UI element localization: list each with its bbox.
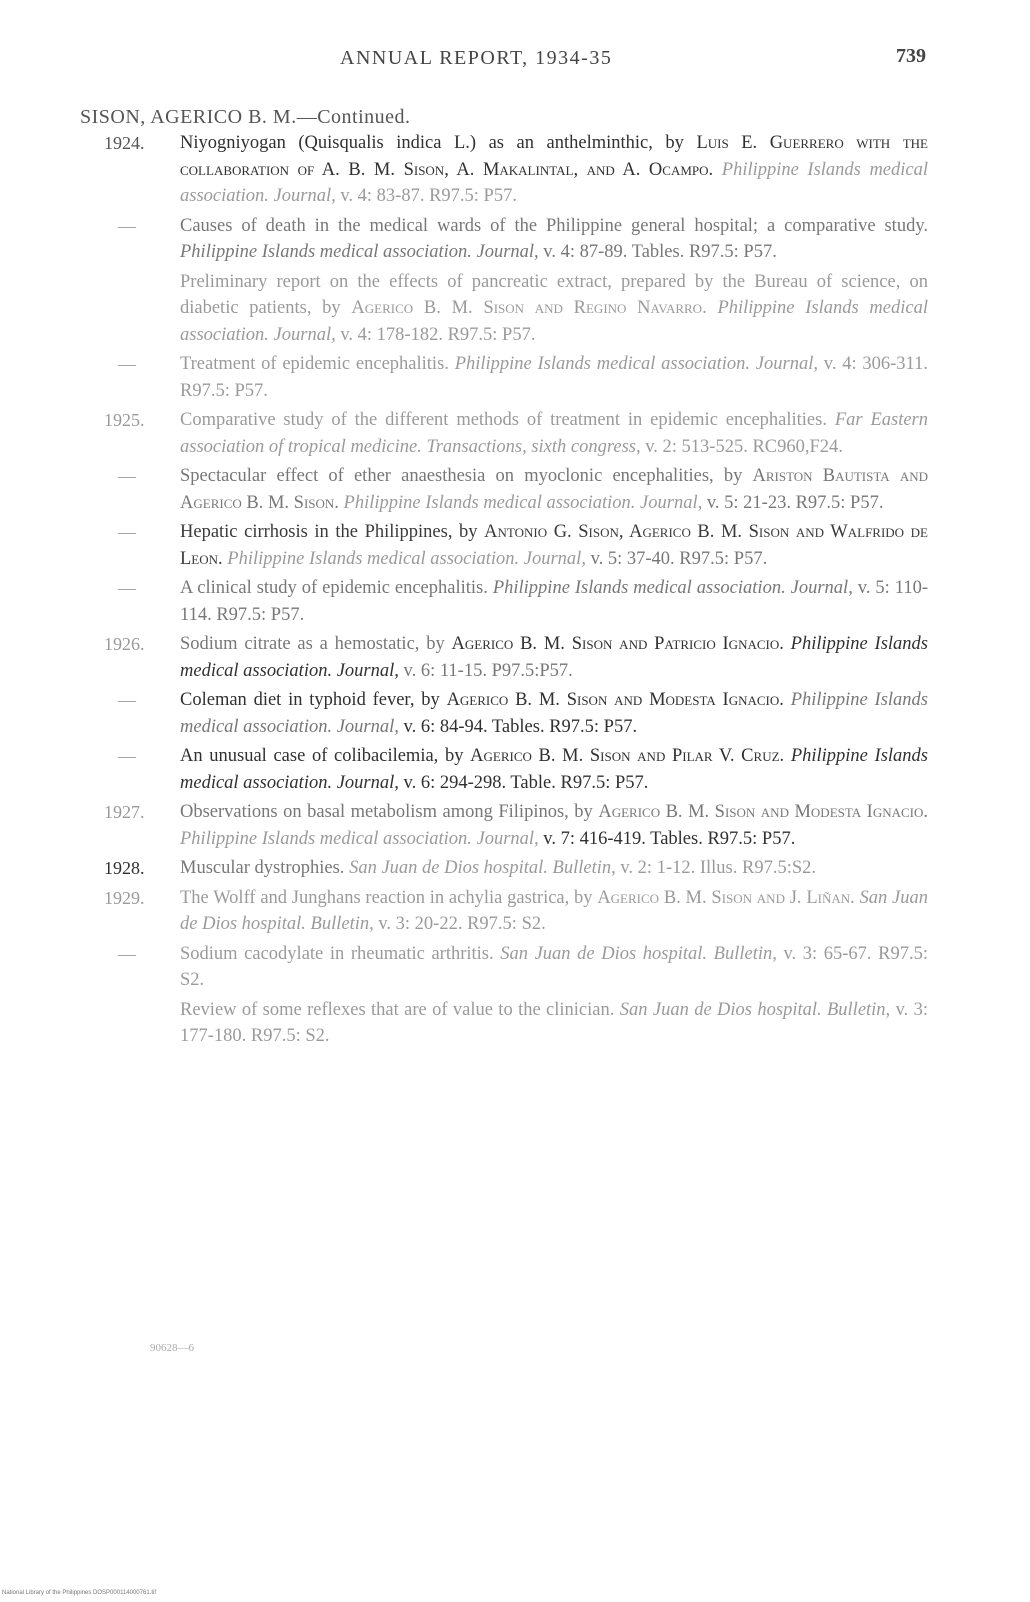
entry-year: 1927. — [104, 802, 145, 822]
entry-reference: v. 2: 1-12. Illus. R97.5:S2. — [620, 858, 817, 878]
entry-journal: San Juan de Dios hospital. Bulletin, — [349, 858, 616, 878]
bibliography-entry — [0, 407, 1030, 460]
bibliography-entry — [0, 885, 1030, 938]
printer-signature: 90628—6 — [150, 1342, 194, 1354]
entry-title: Treatment of epidemic encephalitis. — [180, 354, 449, 374]
entry-title: Causes of death in the medical wards of the Philippine general hospital; a comparative study. — [180, 215, 928, 236]
entry-title: Preliminary report on the effects of pancreatic extract, prepared by the Bureau of science, on diabetic patients, by — [180, 271, 928, 318]
entry-journal: San Juan de Dios hospital. Bulletin, — [500, 943, 777, 964]
entry-reference: v. 4: 83-87. R97.5: P57. — [340, 186, 517, 206]
entry-year: 1925. — [104, 410, 145, 430]
entry-title: Niyogniyogan (Quisqualis indica L.) as an anthelminthic, by — [180, 133, 684, 153]
page-number: 739 — [896, 45, 926, 67]
entry-year: — — [118, 578, 136, 598]
bibliography-entry — [0, 213, 1030, 266]
entry-title: Coleman diet in typhoid fever, by — [180, 690, 440, 710]
entry-title: A clinical study of epidemic encephalitis. — [180, 578, 488, 598]
entry-authors: Antonio G. Sison, Agerico B. M. Sison and Walfrido de Leon. — [180, 522, 928, 569]
entry-year: 1929. — [104, 887, 145, 908]
entry-year: — — [118, 943, 136, 964]
bibliography-entry — [0, 463, 1030, 516]
entry-reference: v. 6: 84-94. Tables. R97.5: P57. — [403, 716, 638, 737]
entry-reference: v. 4: 87-89. Tables. R97.5: P57. — [543, 242, 777, 262]
entry-title: Comparative study of the different methods of treatment in epidemic encephalities. — [180, 410, 827, 430]
entry-reference: v. 3: 20-22. R97.5: S2. — [378, 914, 546, 934]
bibliography-entry — [0, 687, 1030, 740]
entry-reference: v. 6: 11-15. P97.5:P57. — [403, 660, 573, 681]
running-title: ANNUAL REPORT, 1934-35 — [340, 47, 613, 69]
bibliography-entry — [0, 997, 1030, 1050]
archive-label: National Library of the Philippines DOSP000114000761.tif — [2, 1590, 156, 1596]
entry-title: Sodium citrate as a hemostatic, by — [180, 634, 445, 654]
entry-reference: v. 7: 416-419. Tables. R97.5: P57. — [543, 828, 796, 849]
entry-journal: Philippine Islands medical association. Journal, — [343, 492, 703, 513]
entry-title: Sodium cacodylate in rheumatic arthritis. — [180, 943, 494, 964]
section-heading: SISON, AGERICO B. M.—Continued. — [80, 106, 411, 128]
bibliography-entry — [0, 351, 1030, 404]
bibliography-entry — [0, 743, 1030, 796]
entry-authors: Agerico B. M. Sison and J. Liñan. — [597, 887, 855, 908]
entry-authors: Agerico B. M. Sison and Modesta Ignacio. — [598, 802, 928, 822]
entry-year: — — [118, 690, 136, 710]
bibliography-entry — [0, 269, 1030, 349]
entry-year: — — [118, 522, 136, 542]
entry-reference: v. 5: 110-114. R97.5: P57. — [180, 578, 929, 625]
entry-reference: v. 6: 294-298. Table. R97.5: P57. — [403, 772, 649, 793]
entry-reference: v. 3: 177-180. R97.5: S2. — [180, 999, 929, 1046]
entry-reference: v. 3: 65-67. R97.5: S2. — [180, 943, 928, 990]
entry-authors: Agerico B. M. Sison and Patricio Ignacio. — [451, 634, 784, 654]
entry-title: The Wolff and Junghans reaction in achylia gastrica, by — [180, 887, 593, 908]
entry-year: 1926. — [104, 634, 145, 654]
entry-authors: Agerico B. M. Sison and Regino Navarro. — [351, 298, 707, 318]
bibliography-entry — [0, 631, 1030, 684]
entry-title: Observations on basal metabolism among Filipinos, by — [180, 802, 593, 822]
entry-journal: Philippine Islands medical association. Journal, — [454, 354, 818, 374]
entry-reference: v. 5: 37-40. R97.5: P57. — [590, 548, 768, 569]
entry-authors: Luis E. Guerrero with the collaboration of A. B. M. Sison, A. Makalintal, and A. Ocampo. — [180, 133, 928, 180]
entry-journal: Philippine Islands medical association. Journal, — [492, 578, 853, 598]
entry-year: 1928. — [104, 858, 145, 878]
entry-authors: Agerico B. M. Sison and Modesta Ignacio. — [446, 690, 784, 710]
entry-year: 1924. — [104, 133, 145, 153]
bibliography-entry — [0, 575, 1030, 628]
entry-reference: v. 4: 178-182. R97.5: P57. — [340, 324, 536, 345]
entry-title: Spectacular effect of ether anaesthesia on myoclonic encephalities, by — [180, 466, 743, 486]
entry-authors: Agerico B. M. Sison and Pilar V. Cruz. — [470, 746, 785, 766]
entry-journal: Far Eastern association of tropical medicine. Transactions, sixth congress, — [180, 410, 929, 457]
entry-reference: v. 4: 306-311. R97.5: P57. — [180, 354, 928, 401]
entry-authors: Ariston Bautista and Agerico B. M. Sison. — [180, 466, 928, 513]
entry-title: Hepatic cirrhosis in the Philippines, by — [180, 522, 478, 542]
entry-journal: Philippine Islands medical association. Journal, — [180, 242, 539, 262]
entry-reference: v. 2: 513-525. RC960,F24. — [645, 436, 843, 457]
entry-year: — — [118, 466, 136, 486]
entry-journal: Philippine Islands medical association. Journal, — [180, 634, 929, 681]
entry-year: — — [118, 215, 136, 236]
entry-journal: San Juan de Dios hospital. Bulletin, — [180, 887, 929, 934]
entry-journal: Philippine Islands medical association. Journal, — [180, 159, 929, 206]
entry-year: — — [118, 354, 136, 374]
entry-journal: Philippine Islands medical association. Journal, — [180, 746, 928, 793]
bibliography-entry — [0, 130, 1030, 210]
bibliography-entry — [0, 519, 1030, 572]
bibliography-list — [0, 130, 1030, 1053]
bibliography-entry — [0, 941, 1030, 994]
entry-journal: San Juan de Dios hospital. Bulletin, — [619, 999, 891, 1020]
entry-journal: Philippine Islands medical association. Journal, — [180, 690, 928, 737]
entry-year: — — [118, 746, 136, 766]
entry-title: An unusual case of colibacilemia, by — [180, 746, 464, 766]
entry-title: Review of some reflexes that are of value to the clinician. — [180, 999, 615, 1020]
entry-reference: v. 5: 21-23. R97.5: P57. — [706, 492, 884, 513]
bibliography-entry — [0, 855, 1030, 882]
entry-journal: Philippine Islands medical association. Journal, — [180, 298, 928, 345]
entry-title: Muscular dystrophies. — [180, 858, 345, 878]
bibliography-entry — [0, 799, 1030, 852]
entry-journal: Philippine Islands medical association. Journal, — [227, 548, 586, 569]
entry-journal: Philippine Islands medical association. Journal, — [180, 828, 539, 849]
